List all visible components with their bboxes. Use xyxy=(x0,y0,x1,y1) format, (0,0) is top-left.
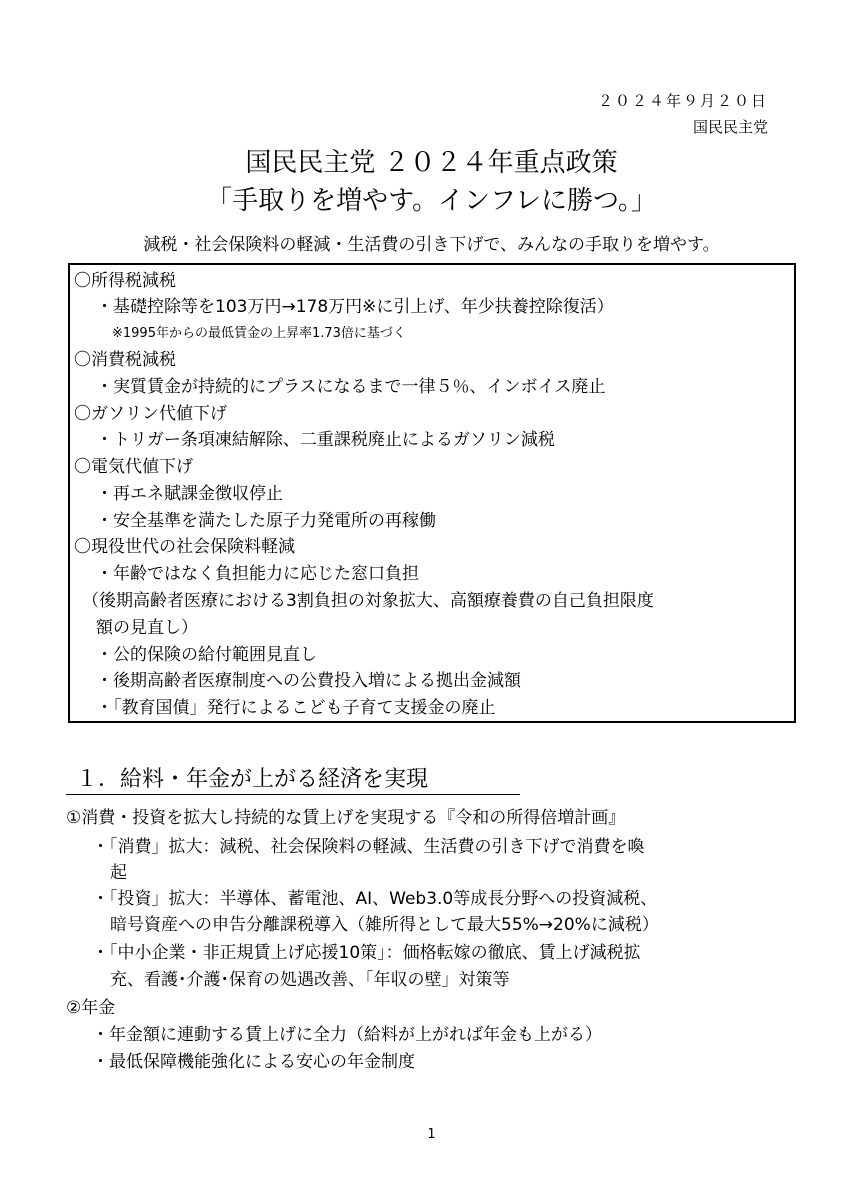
box-item: ・「教育国債」発行によるこども子育て支援金の廃止 xyxy=(96,698,496,718)
subsection-heading: ①消費・投資を拡大し持続的な賃上げを実現する『令和の所得倍増計画』 xyxy=(66,808,626,828)
box-note: ※1995年からの最低賃金の上昇率1.73倍に基づく xyxy=(112,326,406,341)
box-item: ・再エネ賦課金徴収停止 xyxy=(96,484,283,504)
section-item: ・最低保障機能強化による安心の年金制度 xyxy=(92,1052,415,1072)
box-heading: 〇ガソリン代値下げ xyxy=(74,404,227,424)
box-item: ・基礎控除等を103万円→178万円※に引上げ、年少扶養控除復活） xyxy=(96,297,614,317)
subsection-heading: ②年金 xyxy=(66,998,116,1018)
section-item: ・「消費」拡大：減税、社会保険料の軽減、生活費の引き下げで消費を喚 xyxy=(92,837,645,857)
section-item-continued: 暗号資産への申告分離課税導入（雑所得として最大55%→20%に減税） xyxy=(110,915,659,935)
box-item-detail: 額の見直し） xyxy=(96,618,198,638)
box-heading: 〇消費税減税 xyxy=(74,350,176,370)
box-heading: 〇電気代値下げ xyxy=(74,457,193,477)
section-item-continued: 起 xyxy=(110,863,127,883)
section-item-continued: 充、看護･介護･保育の処遇改善、「年収の壁」対策等 xyxy=(110,970,510,990)
box-item: ・安全基準を満たした原子力発電所の再稼働 xyxy=(96,511,436,531)
box-item-detail: （後期高齢者医療における3割負担の対象拡大、高額療養費の自己負担限度 xyxy=(82,591,654,611)
box-item: ・トリガー条項凍結解除、二重課税廃止によるガソリン減税 xyxy=(96,430,555,450)
organization-name: 国民民主党 xyxy=(692,118,768,136)
section-item: ・「中小企業・非正規賃上げ応援10策」：価格転嫁の徹底、賃上げ減税拡 xyxy=(92,943,641,963)
section-heading: １．給料・年金が上がる経済を実現 xyxy=(76,767,429,792)
box-heading: 〇所得税減税 xyxy=(74,271,176,291)
document-slogan: 「手取りを増やす。インフレに勝つ。」 xyxy=(206,186,657,216)
page-number: 1 xyxy=(427,1127,436,1142)
section-item: ・年金額に連動する賃上げに全力（給料が上がれば年金も上がる） xyxy=(92,1025,602,1045)
box-item: ・年齢ではなく負担能力に応じた窓口負担 xyxy=(96,564,419,584)
lead-sentence: 減税・社会保険料の軽減・生活費の引き下げで、みんなの手取りを増やす。 xyxy=(143,235,720,255)
section-underline xyxy=(66,794,520,795)
box-item: ・実質賃金が持続的にプラスになるまで一律５％、インボイス廃止 xyxy=(96,377,606,397)
section-item: ・「投資」拡大：半導体、蓄電池、AI、Web3.0等成長分野への投資減税、 xyxy=(92,889,658,909)
box-item: ・後期高齢者医療制度への公費投入増による拠出金減額 xyxy=(96,671,521,691)
document-date: ２０２４年９月２０日 xyxy=(597,92,768,110)
box-item: ・公的保険の給付範囲見直し xyxy=(96,645,317,665)
box-heading: 〇現役世代の社会保険料軽減 xyxy=(74,537,295,557)
document-title: 国民民主党 ２０２４年重点政策 xyxy=(245,148,618,178)
